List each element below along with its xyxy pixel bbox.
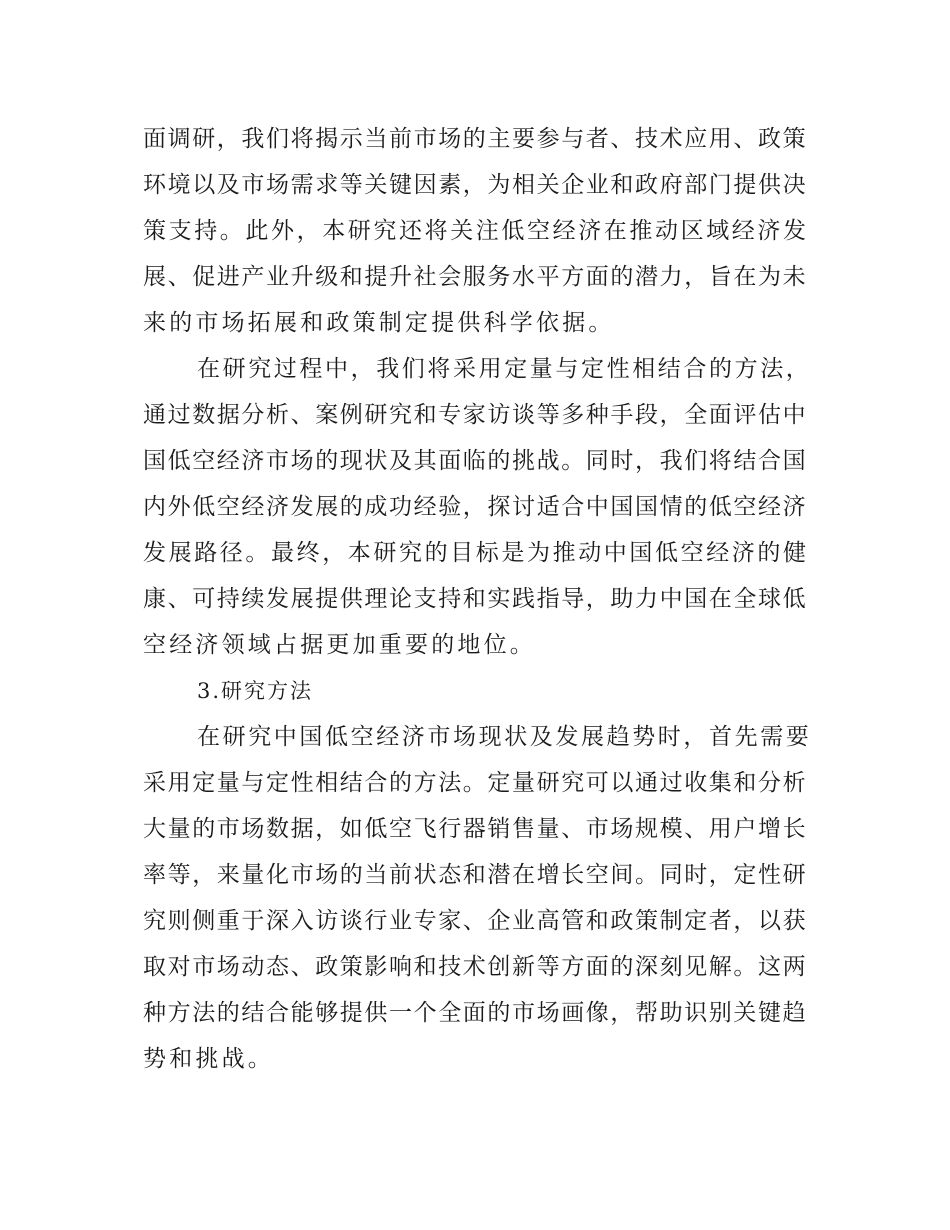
paragraph-3-line-8: 势和挑战。 [143,1046,274,1072]
paragraph-1-line-1: 面调研，我们将揭示当前市场的主要参与者、技术应用、政策 [143,126,808,152]
paragraph-1-line-4: 展、促进产业升级和提升社会服务水平方面的潜力，旨在为未 [143,264,808,290]
paragraph-1-line-3: 策支持。此外，本研究还将关注低空经济在推动区域经济发 [143,218,809,244]
section-heading: 3.研究方法 [197,679,314,703]
paragraph-2-line-2: 通过数据分析、案例研究和专家访谈等多种手段，全面评估中 [143,402,808,428]
paragraph-2-line-6: 康、可持续发展提供理论支持和实践指导，助力中国在全球低 [143,586,808,612]
paragraph-3-line-3: 大量的市场数据，如低空飞行器销售量、市场规模、用户增长 [143,816,808,842]
paragraph-3-line-5: 究则侧重于深入访谈行业专家、企业高管和政策制定者，以获 [143,908,808,934]
paragraph-2-line-7: 空经济领域占据更加重要的地位。 [143,632,536,658]
paragraph-3-line-2: 采用定量与定性相结合的方法。定量研究可以通过收集和分析 [143,770,808,796]
paragraph-2-line-4: 内外低空经济发展的成功经验，探讨适合中国国情的低空经济 [143,494,808,520]
paragraph-3-line-4: 率等，来量化市场的当前状态和潜在增长空间。同时，定性研 [143,862,808,888]
paragraph-3-line-7: 种方法的结合能够提供一个全面的市场画像，帮助识别关键趋 [143,1000,808,1026]
paragraph-1-line-2: 环境以及市场需求等关键因素，为相关企业和政府部门提供决 [143,172,808,198]
paragraph-2-line-1: 在研究过程中，我们将采用定量与定性相结合的方法， [197,356,812,382]
paragraph-3-line-6: 取对市场动态、政策影响和技术创新等方面的深刻见解。这两 [143,954,808,980]
paragraph-2-line-5: 发展路径。最终，本研究的目标是为推动中国低空经济的健 [143,540,809,566]
paragraph-1-line-5: 来的市场拓展和政策制定提供科学依据。 [143,310,615,336]
paragraph-3-line-1: 在研究中国低空经济市场现状及发展趋势时，首先需要 [197,724,812,750]
paragraph-2-line-3: 国低空经济市场的现状及其面临的挑战。同时，我们将结合国 [143,448,808,474]
